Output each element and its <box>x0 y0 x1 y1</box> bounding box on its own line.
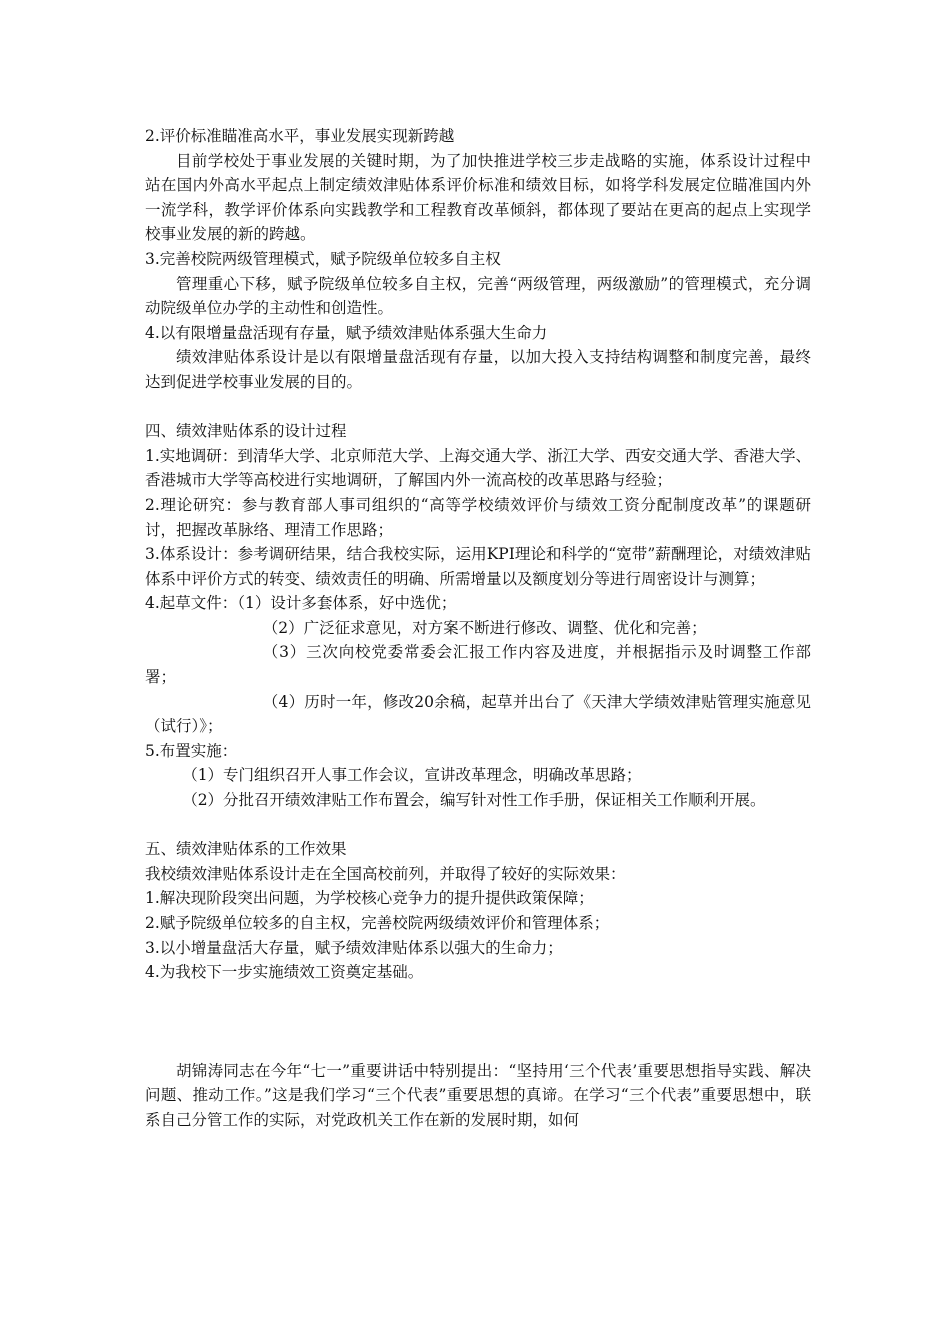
item-title: 3.完善校院两级管理模式，赋予院级单位较多自主权 <box>145 249 501 268</box>
process-step: 3.体系设计：参考调研结果，结合我校实际，运用KPI理论和科学的“宽带”薪酬理论，对绩效津贴体系中评价方式的转变、绩效责任的明确、所需增量以及额度划分等进行周密设计与测算； <box>145 545 811 588</box>
item-body: 绩效津贴体系设计是以有限增量盘活现有存量，以加大投入支持结构调整和制度完善，最终达到促进学校事业发展的目的。 <box>145 348 811 391</box>
process-step: 4.起草文件：（1）设计多套体系，好中选优； <box>145 594 457 613</box>
process-step: 1.实地调研：到清华大学、北京师范大学、上海交通大学、浙江大学、西安交通大学、香港大学、香港城市大学等高校进行实地调研，了解国内外一流高校的改革思路与经验； <box>145 446 811 490</box>
process-substep: （3）三次向校党委常委会汇报工作内容及进度，并根据指示及时调整工作部署； <box>145 643 811 687</box>
section-heading: 五、绩效津贴体系的工作效果 <box>145 840 347 859</box>
section-heading: 四、绩效津贴体系的设计过程 <box>145 422 347 441</box>
body-paragraph: 胡锦涛同志在今年“七一”重要讲话中特别提出：“坚持用‘三个代表’重要思想指导实践、解决问题、推动工作。”这是我们学习“三个代表”重要思想的真谛。在学习“三个代表”重要思想中，联系自己分管工作的实际，对党政机关工作在新的发展时期，如何 <box>145 1061 811 1129</box>
section-intro: 我校绩效津贴体系设计走在全国高校前列，并取得了较好的实际效果： <box>145 864 626 883</box>
process-step: 5.布置实施： <box>145 741 238 760</box>
spacer <box>145 985 811 1059</box>
result-item: 2.赋予院级单位较多的自主权，完善校院两级绩效评价和管理体系； <box>145 914 610 932</box>
spacer <box>145 395 811 420</box>
item-title: 4.以有限增量盘活现有存量，赋予绩效津贴体系强大生命力 <box>145 323 548 342</box>
process-substep: （4）历时一年，修改20余稿，起草并出台了《天津大学绩效津贴管理实施意见（试行）》； <box>145 692 811 736</box>
spacer <box>145 813 811 838</box>
result-item: 3.以小增量盘活大存量，赋予绩效津贴体系以强大的生命力； <box>145 938 563 957</box>
item-title: 2.评价标准瞄准高水平，事业发展实现新跨越 <box>145 127 455 145</box>
item-body: 目前学校处于事业发展的关键时期，为了加快推进学校三步走战略的实施，体系设计过程中站在国内外高水平起点上制定绩效津贴体系评价标准和绩效目标，如将学科发展定位瞄准国内外一流学科，教学评价体系向实践教学和工程教育改革倾斜，都体现了要站在更高的起点上实现学校事业发展的新的跨越。 <box>145 151 811 244</box>
item-body: 管理重心下移，赋予院级单位较多自主权，完善“两级管理，两级激励”的管理模式，充分调动院级单位办学的主动性和创造性。 <box>145 274 811 318</box>
result-item: 4.为我校下一步实施绩效工资奠定基础。 <box>145 963 424 982</box>
process-step: 2.理论研究：参与教育部人事司组织的“高等学校绩效评价与绩效工资分配制度改革”的课题研讨，把握改革脉络、理清工作思路； <box>145 495 811 539</box>
process-substep: （1）专门组织召开人事工作会议，宣讲改革理念，明确改革思路； <box>182 766 642 785</box>
process-substep: （2）广泛征求意见，对方案不断进行修改、调整、优化和完善； <box>262 618 707 637</box>
process-substep: （2）分批召开绩效津贴工作布置会，编写针对性工作手册，保证相关工作顺利开展。 <box>182 791 766 810</box>
result-item: 1.解决现阶段突出问题，为学校核心竞争力的提升提供政策保障； <box>145 889 594 908</box>
document-page <box>145 124 811 1133</box>
